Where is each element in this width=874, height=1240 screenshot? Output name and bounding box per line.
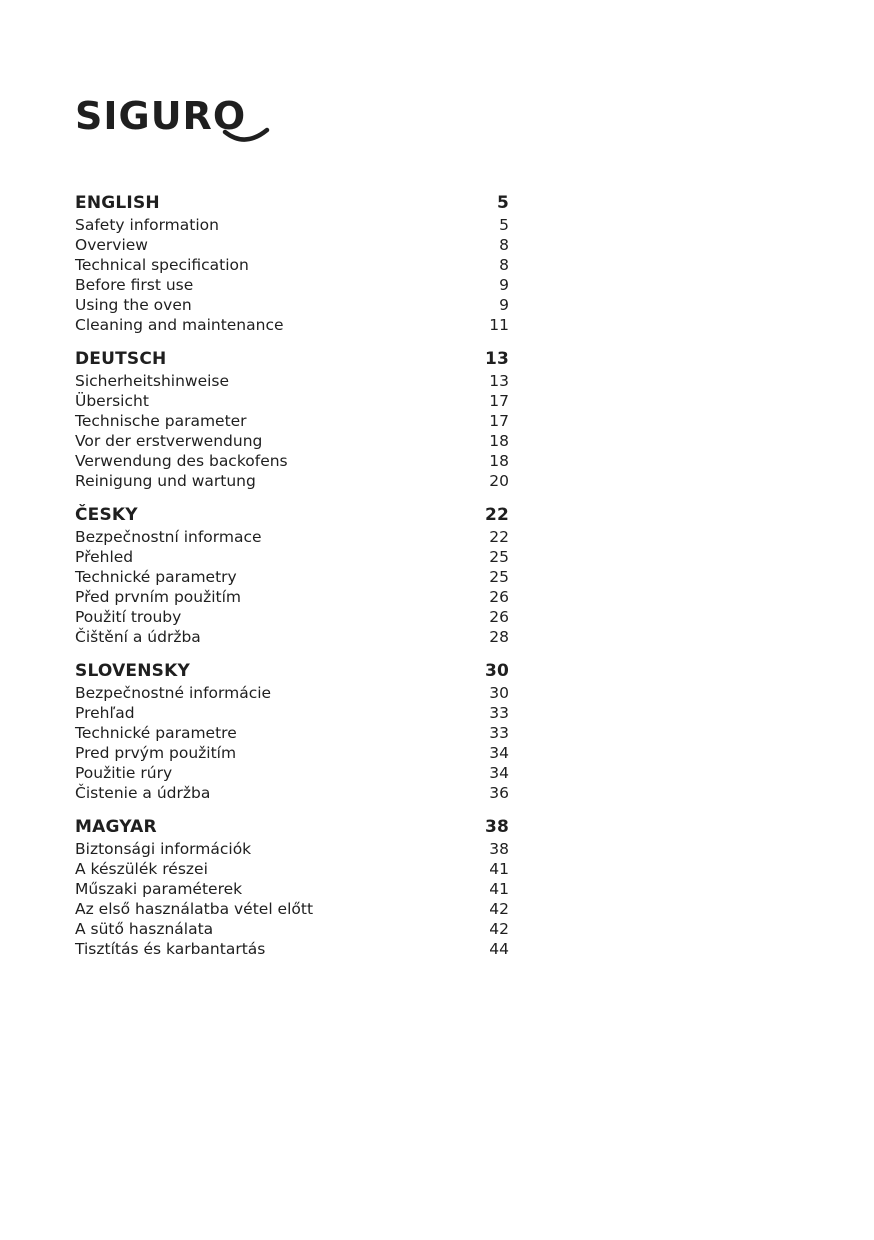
- toc-section-cesky: [75, 503, 509, 647]
- toc-entry-page: 5: [499, 216, 509, 234]
- toc-entry-label: Verwendung des backofens: [75, 452, 288, 470]
- toc-entry-label: Technické parametry: [75, 568, 237, 586]
- toc-entry-page: 8: [499, 256, 509, 274]
- toc-entry[interactable]: [75, 295, 509, 315]
- toc-section-magyar: [75, 815, 509, 959]
- toc-entry-page: 34: [489, 744, 509, 762]
- toc-entry-page: 42: [489, 920, 509, 938]
- toc-entry-label: Sicherheitshinweise: [75, 372, 230, 390]
- toc-section-slovensky: [75, 659, 509, 803]
- toc-entry-page: 17: [489, 392, 509, 410]
- toc-entry-page: 42: [489, 900, 509, 918]
- toc-entry[interactable]: [75, 763, 509, 783]
- brand-logo: [75, 96, 246, 146]
- table-of-contents: [75, 191, 509, 971]
- toc-entry-page: 26: [489, 608, 509, 626]
- toc-entry-page: 33: [489, 724, 509, 742]
- toc-entry-label: Műszaki paraméterek: [75, 880, 243, 898]
- toc-entry[interactable]: [75, 919, 509, 939]
- toc-entry-label: Technische parameter: [75, 412, 247, 430]
- toc-entry-label: Prehľad: [75, 704, 135, 722]
- toc-entry[interactable]: [75, 743, 509, 763]
- toc-entry-page: 41: [489, 880, 509, 898]
- toc-entry-label: Using the oven: [75, 296, 192, 314]
- toc-entry[interactable]: [75, 859, 509, 879]
- toc-entry-label: Použitie rúry: [75, 764, 173, 782]
- toc-entry-label: Vor der erstverwendung: [75, 432, 263, 450]
- toc-entry-page: 9: [499, 296, 509, 314]
- toc-entry[interactable]: [75, 683, 509, 703]
- toc-entry-page: 22: [489, 528, 509, 546]
- toc-entry[interactable]: [75, 899, 509, 919]
- toc-entry[interactable]: [75, 391, 509, 411]
- toc-section-deutsch: [75, 347, 509, 491]
- toc-entry-page: 44: [489, 940, 509, 958]
- toc-entry[interactable]: [75, 839, 509, 859]
- toc-entry[interactable]: [75, 567, 509, 587]
- toc-entry[interactable]: [75, 587, 509, 607]
- toc-entry[interactable]: [75, 215, 509, 235]
- toc-heading-title: ENGLISH: [75, 193, 160, 213]
- toc-heading[interactable]: [75, 191, 509, 215]
- toc-entry-label: Biztonsági információk: [75, 840, 252, 858]
- toc-entry[interactable]: [75, 879, 509, 899]
- toc-entry-label: Čistenie a údržba: [75, 784, 211, 802]
- toc-heading-page: 5: [496, 193, 509, 213]
- toc-entry-label: Az első használatba vétel előtt: [75, 900, 314, 918]
- toc-entry-page: 25: [489, 548, 509, 566]
- toc-entry-page: 34: [489, 764, 509, 782]
- toc-entry-label: A készülék részei: [75, 860, 208, 878]
- toc-heading[interactable]: [75, 347, 509, 371]
- toc-entry[interactable]: [75, 255, 509, 275]
- toc-entry-page: 18: [489, 432, 509, 450]
- toc-heading[interactable]: [75, 815, 509, 839]
- toc-entry[interactable]: [75, 275, 509, 295]
- toc-entry-label: Před prvním použitím: [75, 588, 242, 606]
- toc-entry[interactable]: [75, 527, 509, 547]
- toc-entry-label: A sütő használata: [75, 920, 214, 938]
- toc-heading-title: DEUTSCH: [75, 349, 167, 369]
- toc-heading-page: 13: [484, 349, 509, 369]
- toc-entry-page: 9: [499, 276, 509, 294]
- toc-heading-page: 22: [484, 505, 509, 525]
- toc-entry[interactable]: [75, 371, 509, 391]
- logo-text: SIGURO: [75, 94, 247, 138]
- toc-heading-page: 30: [484, 661, 509, 681]
- toc-entry[interactable]: [75, 431, 509, 451]
- toc-entry-label: Bezpečnostní informace: [75, 528, 262, 546]
- toc-entry-label: Overview: [75, 236, 148, 254]
- toc-heading-title: ČESKY: [75, 505, 138, 525]
- toc-entry-page: 25: [489, 568, 509, 586]
- toc-entry-label: Reinigung und wartung: [75, 472, 256, 490]
- toc-entry-label: Safety information: [75, 216, 219, 234]
- toc-entry-page: 26: [489, 588, 509, 606]
- toc-entry-label: Přehled: [75, 548, 134, 566]
- toc-entry-page: 30: [489, 684, 509, 702]
- toc-section-english: [75, 191, 509, 335]
- toc-entry-label: Technické parametre: [75, 724, 237, 742]
- toc-entry[interactable]: [75, 315, 509, 335]
- toc-entry-page: 36: [489, 784, 509, 802]
- toc-heading[interactable]: [75, 503, 509, 527]
- toc-entry[interactable]: [75, 411, 509, 431]
- toc-entry[interactable]: [75, 471, 509, 491]
- toc-heading-page: 38: [484, 817, 509, 837]
- toc-entry[interactable]: [75, 627, 509, 647]
- toc-entry-label: Tisztítás és karbantartás: [75, 940, 266, 958]
- toc-entry-label: Cleaning and maintenance: [75, 316, 284, 334]
- toc-entry-page: 28: [489, 628, 509, 646]
- toc-entry-label: Pred prvým použitím: [75, 744, 237, 762]
- toc-entry-label: Bezpečnostné informácie: [75, 684, 272, 702]
- toc-entry-label: Použití trouby: [75, 608, 182, 626]
- toc-entry-page: 8: [499, 236, 509, 254]
- toc-entry[interactable]: [75, 235, 509, 255]
- toc-entry[interactable]: [75, 607, 509, 627]
- toc-entry-label: Übersicht: [75, 392, 149, 410]
- toc-entry-page: 20: [489, 472, 509, 490]
- toc-entry-page: 18: [489, 452, 509, 470]
- toc-entry-page: 38: [489, 840, 509, 858]
- toc-entry-label: Čištění a údržba: [75, 628, 201, 646]
- toc-heading[interactable]: [75, 659, 509, 683]
- toc-entry[interactable]: [75, 783, 509, 803]
- toc-entry-page: 33: [489, 704, 509, 722]
- toc-entry[interactable]: [75, 723, 509, 743]
- toc-entry-page: 11: [489, 316, 509, 334]
- toc-entry[interactable]: [75, 703, 509, 723]
- toc-entry-page: 13: [489, 372, 509, 390]
- toc-heading-title: MAGYAR: [75, 817, 157, 837]
- toc-entry[interactable]: [75, 547, 509, 567]
- toc-entry-page: 41: [489, 860, 509, 878]
- toc-entry-page: 17: [489, 412, 509, 430]
- toc-entry[interactable]: [75, 451, 509, 471]
- toc-entry-label: Before first use: [75, 276, 194, 294]
- toc-heading-title: SLOVENSKY: [75, 661, 190, 681]
- toc-entry[interactable]: [75, 939, 509, 959]
- toc-entry-label: Technical specification: [75, 256, 249, 274]
